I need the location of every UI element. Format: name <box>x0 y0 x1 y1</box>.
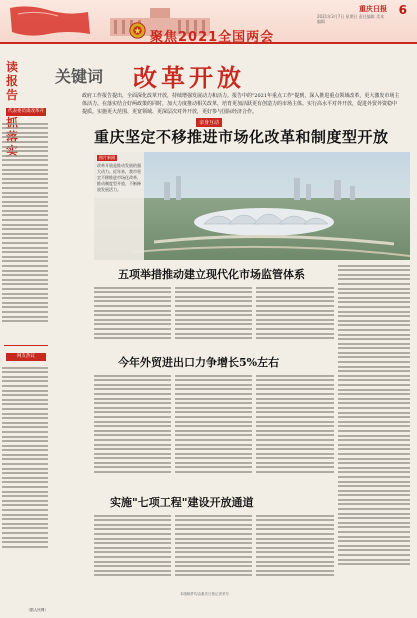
keyword-label: 关键词 <box>55 67 104 86</box>
news-photo <box>94 152 410 260</box>
keyword-word: 改革开放 <box>133 63 245 92</box>
right-text-column <box>338 262 410 592</box>
sidebar-divider <box>4 345 48 346</box>
section-headline-3: 实施"七项工程"建设开放通道 <box>110 496 254 509</box>
page-number: 6 <box>398 3 407 17</box>
issue-meta: 2021年3月7日 星期日 责任编辑 美术编辑 <box>317 14 385 24</box>
sidebar-tag-deputies: 代表委员谈改革开放 <box>8 109 44 122</box>
section-headline-1: 五项举措推动建立现代化市场监管体系 <box>118 268 305 281</box>
sidebar-text-block-2 <box>2 364 48 580</box>
masthead: 重庆日报 <box>359 5 387 13</box>
main-headline: 重庆坚定不移推进市场化改革和制度型开放 <box>94 128 389 146</box>
vertical-column-title: 读报告 抓落 <box>6 60 19 144</box>
section-body-1 <box>94 284 334 350</box>
page-footer: 本版稿件均由重庆日报记者采写 <box>180 592 229 596</box>
intro-paragraph: 政府工作报告提出，全面深化改革开放，持续增强发展动力和活力。报告中的"2021年重点工作"提到，深入推进重点领域改革，更大激发市场主体活力。在落实结合好两政策的同时，加大力度推动相关改革，培育更加活跃更有创造力的市场主体。实行高水平对外开放，促进外贸外资稳中提质。实施更大范围、更宽领域、更深层次对外开放，更好参与国际经济合作。 <box>82 93 400 115</box>
banner-title: 聚焦2021全国两会 <box>150 30 275 45</box>
sidebar-tag-netizens: 网友热议 <box>6 353 46 361</box>
red-flag-icon <box>8 4 98 40</box>
section-headline-2: 今年外贸进出口力争增长5%左右 <box>118 356 280 369</box>
sidebar-text-block <box>2 120 48 340</box>
sidebar-source-note: （据人民网） <box>26 608 48 612</box>
national-emblem-icon <box>129 22 146 39</box>
section-body-3 <box>94 512 334 588</box>
left-sidebar <box>0 60 50 612</box>
photo-caption-tag: 图片新闻 <box>99 155 115 160</box>
top-banner <box>0 0 417 44</box>
photo-caption <box>94 152 144 260</box>
section-tag: 亲身互动 <box>196 118 222 127</box>
section-body-2 <box>94 372 334 488</box>
photo-caption-text: 改革开放是推动发展的强大动力。近年来，我市坚定不移推进市场化改革，推动制度型开放，不断释放发展活力。 <box>97 163 141 192</box>
